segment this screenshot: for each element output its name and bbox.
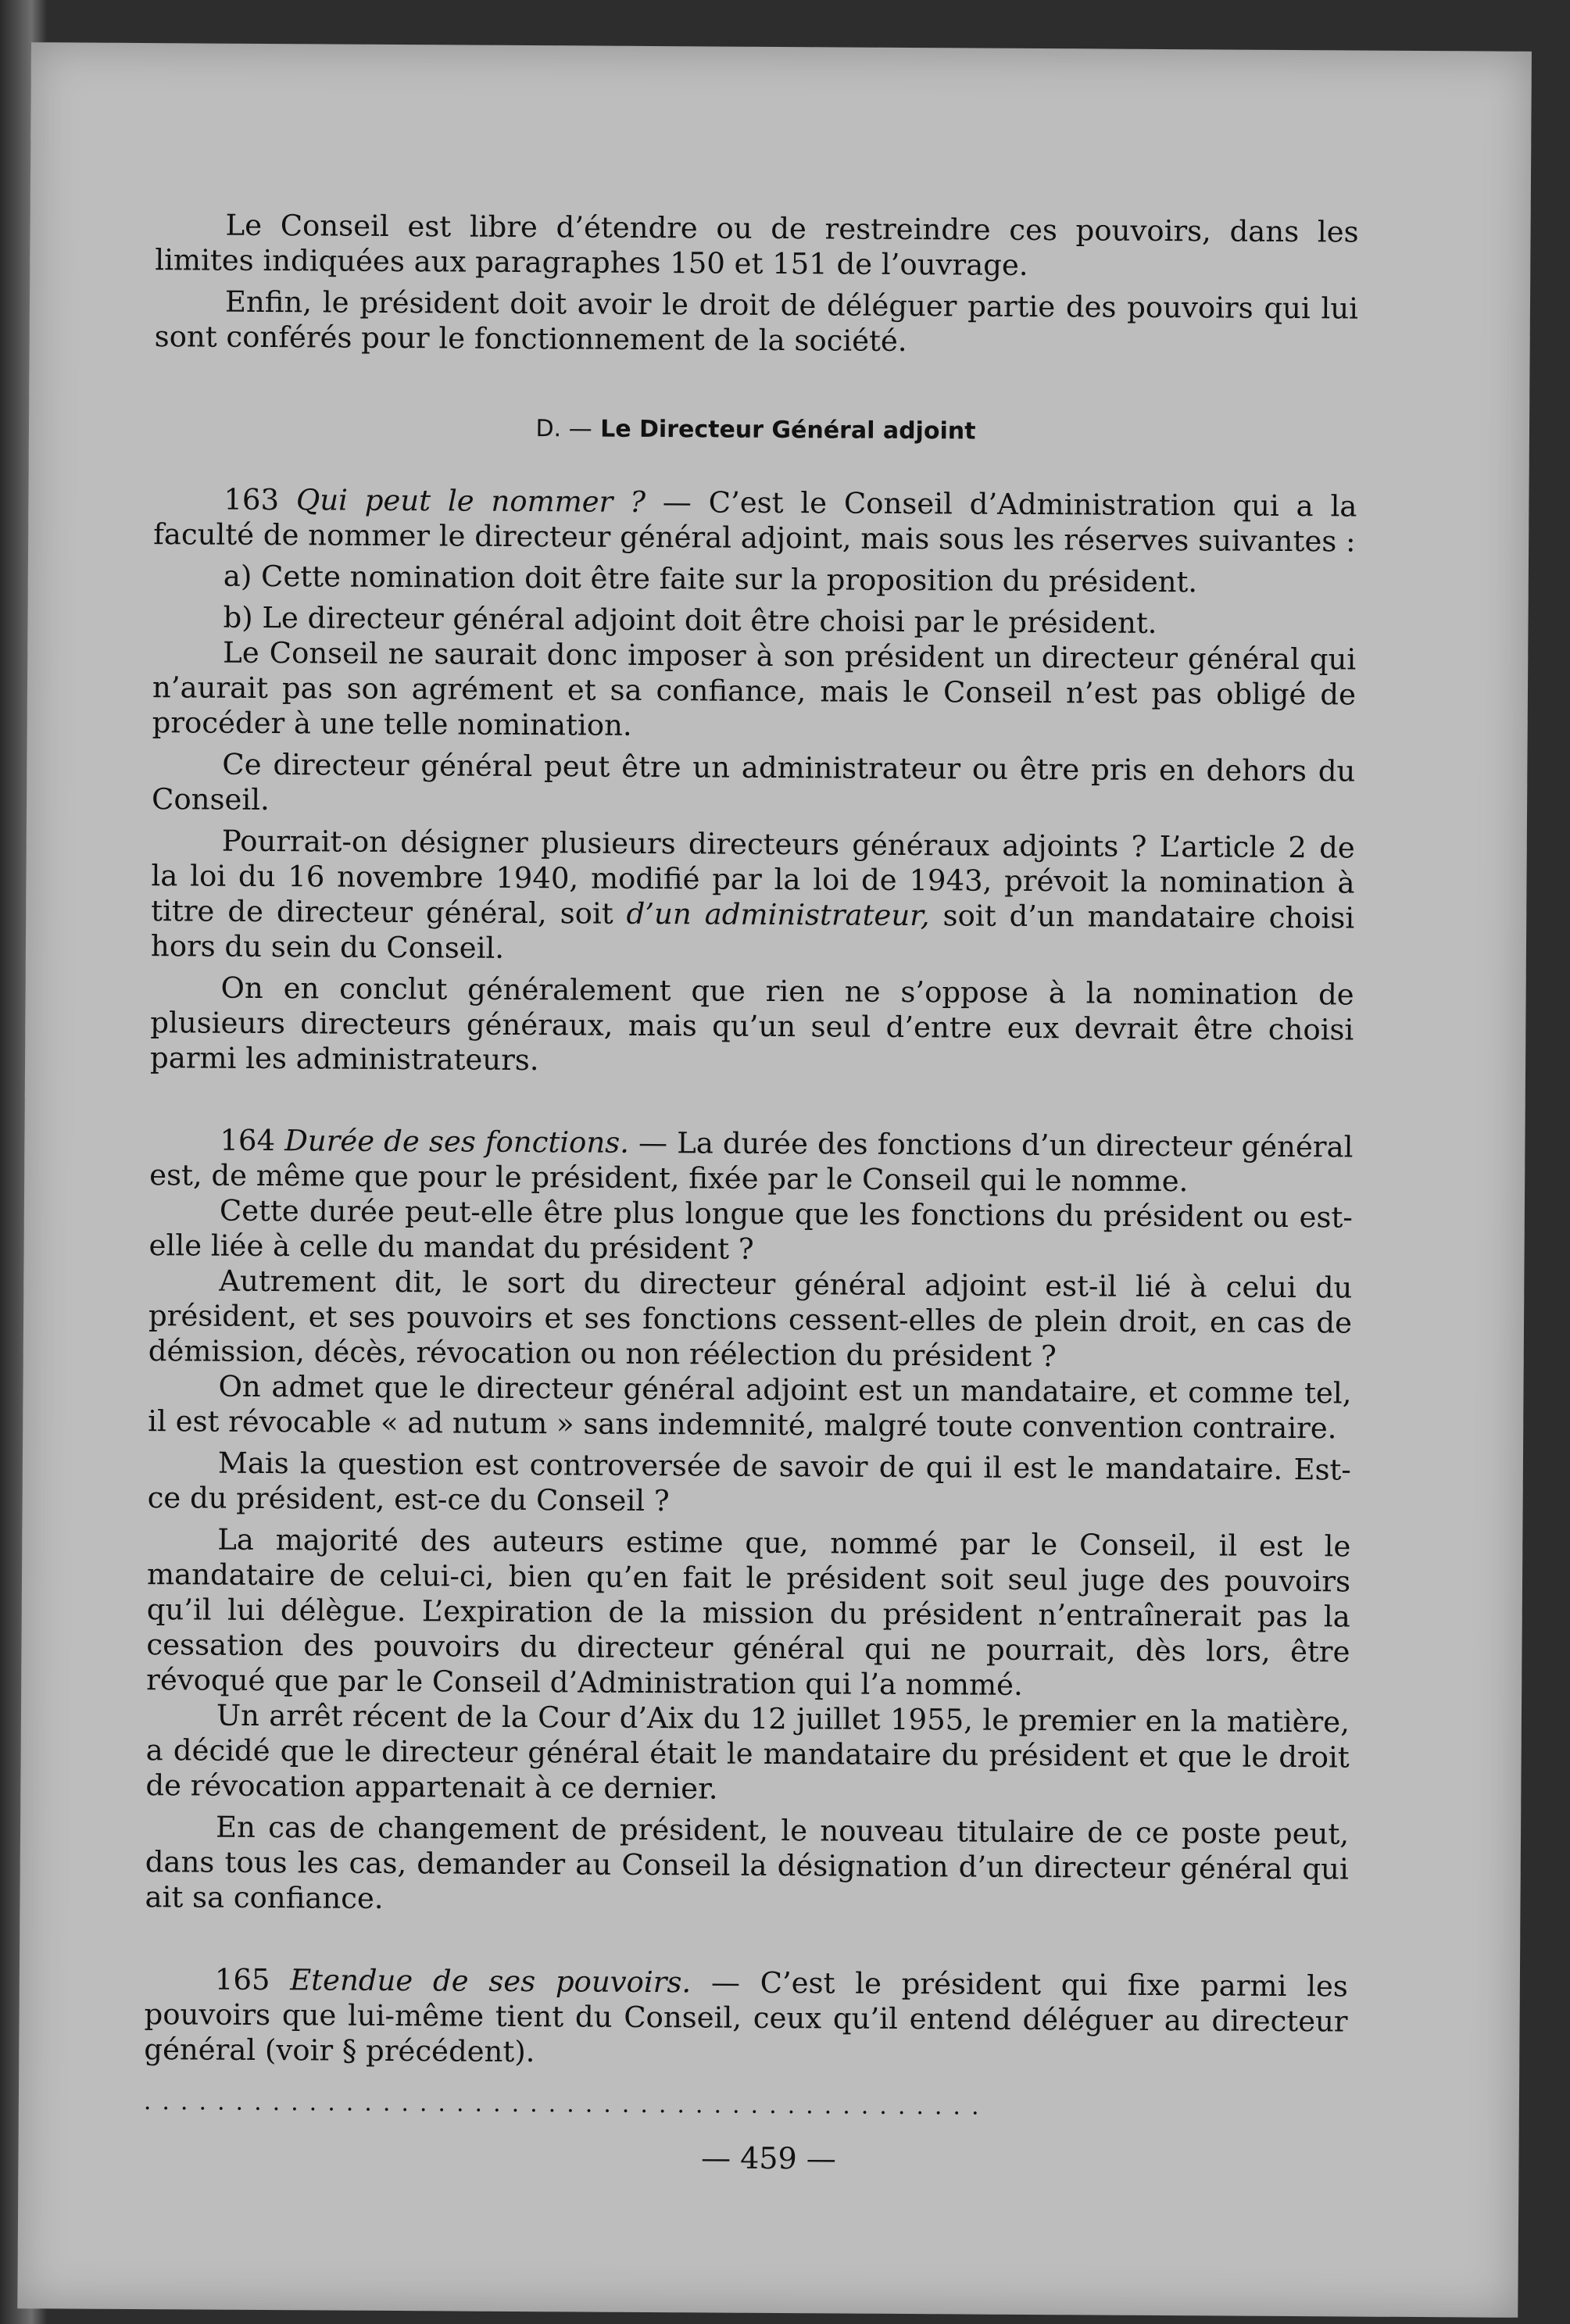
paragraph: On admet que le directeur général adjoint est un mandataire, et comme tel, il est révocable « ad nutum » sans indemnité, malgré toute convention contraire.	[148, 1369, 1352, 1446]
section-title: Le Directeur Général adjoint	[600, 415, 976, 445]
paragraph: Ce directeur général peut être un administrateur ou être pris en dehors du Conseil.	[151, 747, 1356, 817]
list-item-b: b) Le directeur général adjoint doit être choisi par le président.	[223, 600, 1157, 640]
paragraph: Le Conseil ne saurait donc imposer à son président un directeur général qui n’aurait pas son agrément et sa confiance, mais le Conseil n’est pas obligé de procéder à une telle nomination.	[152, 635, 1357, 742]
paragraph: Autrement dit, le sort du directeur général adjoint est-il lié à celui du président, et ses pouvoirs et ses fonctions cessent-elles de plein droit, en cas de démission, décès, révocation ou non réélection du président ?	[148, 1264, 1353, 1374]
article-number: 164	[220, 1123, 276, 1158]
paragraph-text: soit d’un mandataire choisi hors du sein du Conseil.	[150, 899, 1355, 965]
article-163	[153, 481, 1357, 559]
dotted-leader: ..............................................	[143, 2088, 990, 2121]
paragraph: Le Conseil est libre d’étendre ou de restreindre ces pouvoirs, dans les limites indiquées aux paragraphes 150 et 151 de l’ouvrage.	[155, 208, 1359, 282]
list-item-a: a) Cette nomination doit être faite sur la proposition du président.	[223, 559, 1198, 599]
section-letter: D. —	[535, 415, 592, 443]
article-number: 163	[224, 482, 280, 517]
article-title: Durée de ses fonctions.	[284, 1124, 630, 1160]
section-heading	[154, 409, 1357, 451]
article-title: Etendue de ses pouvoirs.	[290, 1963, 692, 2000]
article-165	[144, 1961, 1348, 2074]
paragraph: Cette durée peut-elle être plus longue que les fonctions du président ou est-elle liée à celle du mandat du président ?	[148, 1193, 1353, 1266]
page-content	[144, 207, 1359, 2126]
article-text: — La durée des fonctions d’un directeur général est, de même que pour le président, fixée par le Conseil qui le nomme.	[149, 1125, 1354, 1199]
article-164	[149, 1122, 1354, 1200]
article-text: — C’est le Conseil d’Administration qui a la faculté de nommer le directeur général adjoint, mais sous les réserves suivantes :	[153, 484, 1357, 559]
article-number: 165	[214, 1962, 270, 1997]
paragraph: Enfin, le président doit avoir le droit de déléguer partie des pouvoirs qui lui sont conférés pour le fonctionnement de la société.	[154, 284, 1359, 358]
paragraph: Mais la question est controversée de savoir de qui il est le mandataire. Est-ce du président, est-ce du Conseil ?	[147, 1446, 1352, 1518]
paragraph: On en conclut généralement que rien ne s’oppose à la nomination de plusieurs directeurs généraux, mais qu’un seul d’entre eux devrait être choisi parmi les administrateurs.	[149, 971, 1354, 1078]
paragraph: Un arrêt récent de la Cour d’Aix du 12 juillet 1955, le premier en la matière, a décidé que le directeur général était le mandataire du président et que le droit de révocation appartenait à ce dernier.	[145, 1698, 1350, 1806]
page-number: — 459 —	[701, 2140, 836, 2176]
paragraph: En cas de changement de président, le nouveau titulaire de ce poste peut, dans tous les cas, demander au Conseil la désignation d’un directeur général qui ait sa confiance.	[145, 1810, 1350, 1915]
article-title: Qui peut le nommer ?	[295, 483, 646, 519]
document-page	[17, 42, 1532, 2318]
paragraph-italic: d’un administrateur,	[626, 896, 930, 933]
paragraph	[151, 823, 1355, 971]
paragraph-text: Pourrait-on désigner plusieurs directeurs généraux adjoints ? L’article 2 de la loi du 16 novembre 1940, modifié par la loi de 1943, prévoit la nomination à titre de directeur général, soit	[151, 824, 1355, 931]
article-text: — C’est le président qui fixe parmi les pouvoirs que lui-même tient du Conseil, ceux qu’il entend déléguer au directeur général (voir § précédent).	[144, 1965, 1348, 2069]
paragraph: La majorité des auteurs estime que, nommé par le Conseil, il est le mandataire de celui-ci, bien qu’en fait le président soit seul juge des pouvoirs qu’il lui délègue. L’expiration de la mission du président n’entraînerait pas la cessation des pouvoirs du directeur général qui ne pourrait, dès lors, être révoqué que par le Conseil d’Administration qui l’a nommé.	[146, 1522, 1351, 1702]
